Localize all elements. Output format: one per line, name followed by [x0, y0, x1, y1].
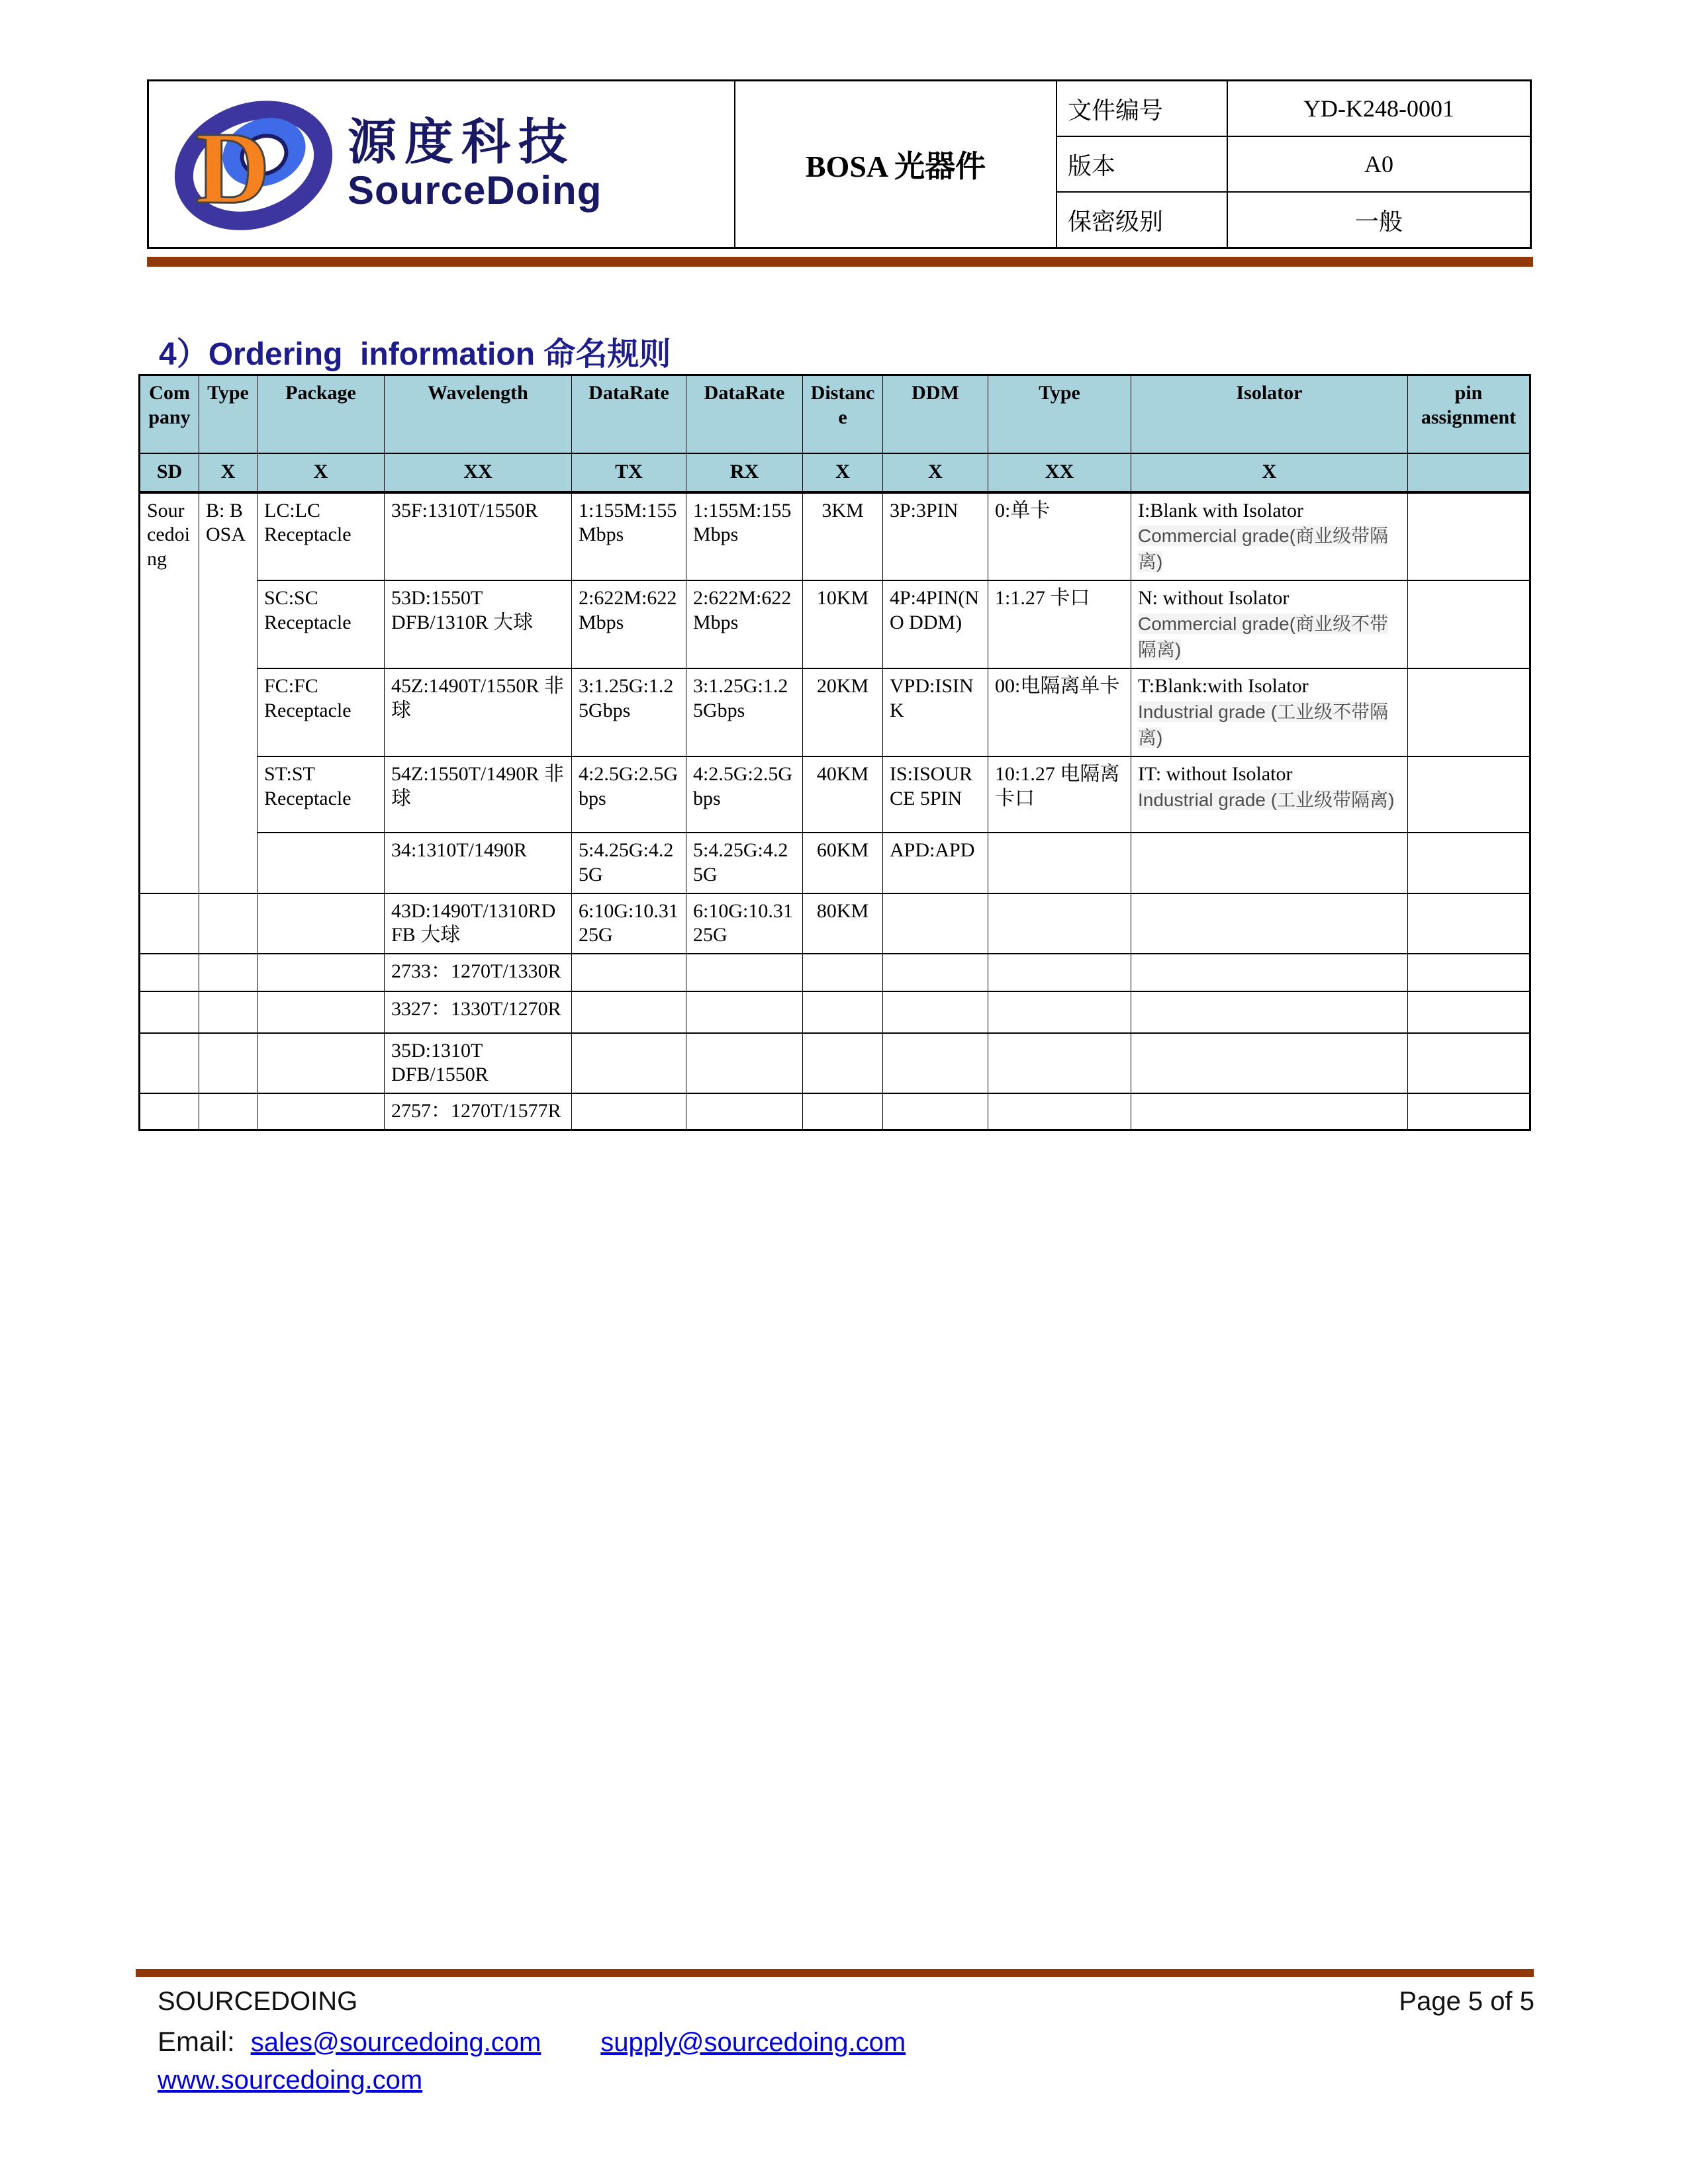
cell-datarate-rx: 3:1.25G:1.25Gbps	[686, 668, 803, 756]
cell-type-option: 0:单卡	[988, 492, 1131, 581]
cell-package: ST:ST Receptacle	[258, 756, 385, 833]
cell-pin-assignment	[1408, 1033, 1530, 1093]
supply-email-link[interactable]: supply@sourcedoing.com	[600, 2028, 906, 2057]
cell-ddm: APD:APD	[883, 833, 988, 893]
cell-isolator	[1131, 668, 1408, 756]
subheader-rx: RX	[686, 453, 803, 492]
cell-type-option: 10:1.27 电隔离卡口	[988, 756, 1131, 833]
document-title: BOSA 光器件	[805, 150, 986, 183]
ordering-information-table	[138, 374, 1531, 1131]
document-info-table	[1057, 81, 1530, 247]
subheader-x4: X	[883, 453, 988, 492]
subheader-sd: SD	[140, 453, 199, 492]
table-row	[140, 833, 1530, 893]
cell-isolator	[1131, 1093, 1408, 1130]
info-row-version	[1057, 137, 1530, 193]
cell-package	[258, 954, 385, 991]
cell-wavelength: 35F:1310T/1550R	[385, 492, 572, 581]
col-header-type: Type	[199, 375, 258, 453]
isolator-code: T:Blank:with Isolator	[1138, 675, 1309, 698]
table-subheader-row	[140, 453, 1530, 492]
isolator-grade-note: Industrial grade (工业级不带隔离)	[1138, 702, 1389, 749]
cell-company	[140, 893, 199, 954]
logo-text	[348, 114, 602, 212]
cell-isolator	[1131, 492, 1408, 581]
cell-datarate-rx: 4:2.5G:2.5Gbps	[686, 756, 803, 833]
cell-type-option	[988, 893, 1131, 954]
cell-wavelength: 35D:1310T DFB/1550R	[385, 1033, 572, 1093]
col-header-datarate-rx: DataRate	[686, 375, 803, 453]
cell-datarate-tx: 6:10G:10.3125G	[572, 893, 686, 954]
col-header-distance: Distance	[803, 375, 883, 453]
cell-datarate-rx	[686, 954, 803, 991]
subheader-x5: X	[1131, 453, 1408, 492]
cell-ddm	[883, 1033, 988, 1093]
cell-type	[199, 893, 258, 954]
subheader-x3: X	[803, 453, 883, 492]
cell-type-option	[988, 833, 1131, 893]
cell-distance	[803, 1033, 883, 1093]
isolator-code: N: without Isolator	[1138, 587, 1289, 610]
cell-wavelength: 34:1310T/1490R	[385, 833, 572, 893]
doc-number-value: YD-K248-0001	[1303, 95, 1454, 122]
cell-ddm: 3P:3PIN	[883, 492, 988, 581]
confidentiality-label: 保密级别	[1057, 193, 1228, 247]
version-value: A0	[1364, 151, 1393, 177]
cell-datarate-tx: 3:1.25G:1.25Gbps	[572, 668, 686, 756]
cell-type-option: 00:电隔离单卡	[988, 668, 1131, 756]
email-label: Email:	[158, 2026, 235, 2057]
cell-wavelength: 45Z:1490T/1550R 非球	[385, 668, 572, 756]
cell-ddm	[883, 893, 988, 954]
col-header-isolator: Isolator	[1131, 375, 1408, 453]
cell-datarate-rx: 2:622M:622Mbps	[686, 580, 803, 668]
cell-company	[140, 954, 199, 991]
table-header-row	[140, 375, 1530, 453]
cell-ddm: 4P:4PIN(NO DDM)	[883, 580, 988, 668]
cell-datarate-tx: 1:155M:155Mbps	[572, 492, 686, 581]
cell-type-option	[988, 954, 1131, 991]
col-header-type2: Type	[988, 375, 1131, 453]
cell-distance: 10KM	[803, 580, 883, 668]
section-title: 4）Ordering information 命名规则	[159, 337, 671, 372]
table-row	[140, 756, 1530, 833]
table-row	[140, 1033, 1530, 1093]
cell-distance: 40KM	[803, 756, 883, 833]
subheader-x2: X	[258, 453, 385, 492]
cell-type-option	[988, 1093, 1131, 1130]
table-row	[140, 991, 1530, 1033]
cell-datarate-tx: 5:4.25G:4.25G	[572, 833, 686, 893]
cell-datarate-rx: 5:4.25G:4.25G	[686, 833, 803, 893]
cell-package	[258, 833, 385, 893]
footer-divider-rule	[136, 1969, 1534, 1977]
isolator-grade-note: Commercial grade(商业级带隔离)	[1138, 525, 1389, 572]
cell-pin-assignment	[1408, 893, 1530, 954]
cell-isolator	[1131, 833, 1408, 893]
cell-wavelength: 54Z:1550T/1490R 非球	[385, 756, 572, 833]
table-row	[140, 492, 1530, 581]
isolator-grade-note: Commercial grade(商业级不带隔离)	[1138, 614, 1389, 660]
cell-distance: 60KM	[803, 833, 883, 893]
cell-distance: 3KM	[803, 492, 883, 581]
cell-datarate-rx	[686, 991, 803, 1033]
cell-package	[258, 893, 385, 954]
cell-pin-assignment	[1408, 991, 1530, 1033]
table-row	[140, 668, 1530, 756]
cell-datarate-tx: 4:2.5G:2.5Gbps	[572, 756, 686, 833]
cell-package	[258, 991, 385, 1033]
sourcedoing-logo-icon	[169, 91, 341, 237]
cell-isolator	[1131, 756, 1408, 833]
subheader-xx2: XX	[988, 453, 1131, 492]
cell-datarate-tx	[572, 991, 686, 1033]
document-header	[147, 79, 1532, 249]
cell-type-option	[988, 1033, 1131, 1093]
subheader-tx: TX	[572, 453, 686, 492]
logo-cell	[149, 81, 734, 247]
cell-company	[140, 1033, 199, 1093]
cell-distance	[803, 1093, 883, 1130]
cell-type	[199, 991, 258, 1033]
page-number: Page 5 of 5	[1399, 1987, 1534, 2016]
cell-distance	[803, 991, 883, 1033]
table-row	[140, 954, 1530, 991]
cell-ddm: VPD:ISINK	[883, 668, 988, 756]
cell-ddm	[883, 1093, 988, 1130]
cell-distance: 80KM	[803, 893, 883, 954]
cell-package	[258, 1033, 385, 1093]
cell-isolator	[1131, 893, 1408, 954]
cell-type-option	[988, 991, 1131, 1033]
isolator-code: I:Blank with Isolator	[1138, 499, 1303, 522]
document-title-cell	[734, 81, 1057, 247]
cell-type	[199, 954, 258, 991]
table-row	[140, 580, 1530, 668]
cell-isolator	[1131, 580, 1408, 668]
brand-name-english: SourceDoing	[348, 168, 602, 212]
cell-wavelength: 2757：1270T/1577R	[385, 1093, 572, 1130]
cell-datarate-tx	[572, 954, 686, 991]
col-header-package: Package	[258, 375, 385, 453]
doc-number-label: 文件编号	[1057, 81, 1228, 136]
cell-package: SC:SC Receptacle	[258, 580, 385, 668]
cell-pin-assignment	[1408, 668, 1530, 756]
cell-datarate-tx	[572, 1093, 686, 1130]
table-row	[140, 893, 1530, 954]
isolator-grade-note: Industrial grade (工业级带隔离)	[1138, 790, 1395, 810]
cell-pin-assignment	[1408, 954, 1530, 991]
header-divider-rule	[147, 257, 1533, 267]
table-row	[140, 1093, 1530, 1130]
col-header-wavelength: Wavelength	[385, 375, 572, 453]
cell-wavelength: 43D:1490T/1310RDFB 大球	[385, 893, 572, 954]
page-footer	[158, 1987, 1534, 2095]
cell-wavelength: 2733：1270T/1330R	[385, 954, 572, 991]
cell-package	[258, 1093, 385, 1130]
cell-datarate-rx: 6:10G:10.3125G	[686, 893, 803, 954]
cell-ddm	[883, 991, 988, 1033]
cell-isolator	[1131, 954, 1408, 991]
cell-company	[140, 1093, 199, 1130]
cell-wavelength: 53D:1550T DFB/1310R 大球	[385, 580, 572, 668]
sales-email-link[interactable]: sales@sourcedoing.com	[250, 2028, 541, 2057]
cell-isolator	[1131, 1033, 1408, 1093]
col-header-datarate-tx: DataRate	[572, 375, 686, 453]
footer-company-name: SOURCEDOING	[158, 1987, 358, 2016]
cell-package: LC:LC Receptacle	[258, 492, 385, 581]
subheader-xx1: XX	[385, 453, 572, 492]
subheader-x1: X	[199, 453, 258, 492]
cell-pin-assignment	[1408, 492, 1530, 581]
cell-ddm: IS:ISOURCE 5PIN	[883, 756, 988, 833]
cell-company	[140, 991, 199, 1033]
cell-package: FC:FC Receptacle	[258, 668, 385, 756]
col-header-company: Company	[140, 375, 199, 453]
col-header-ddm: DDM	[883, 375, 988, 453]
cell-datarate-rx	[686, 1033, 803, 1093]
cell-wavelength: 3327：1330T/1270R	[385, 991, 572, 1033]
cell-isolator	[1131, 991, 1408, 1033]
cell-distance	[803, 954, 883, 991]
cell-type: B: BOSA	[199, 492, 258, 893]
confidentiality-value: 一般	[1354, 208, 1403, 235]
version-label: 版本	[1057, 137, 1228, 191]
cell-datarate-tx	[572, 1033, 686, 1093]
subheader-blank	[1408, 453, 1530, 492]
cell-type	[199, 1033, 258, 1093]
col-header-pin-assignment: pin assignment	[1408, 375, 1530, 453]
info-row-doc-number	[1057, 81, 1530, 137]
cell-pin-assignment	[1408, 1093, 1530, 1130]
cell-distance: 20KM	[803, 668, 883, 756]
cell-datarate-rx	[686, 1093, 803, 1130]
info-row-confidentiality	[1057, 193, 1530, 247]
cell-type-option: 1:1.27 卡口	[988, 580, 1131, 668]
cell-pin-assignment	[1408, 580, 1530, 668]
cell-type	[199, 1093, 258, 1130]
cell-company: Sourcedoing	[140, 492, 199, 893]
cell-datarate-tx: 2:622M:622Mbps	[572, 580, 686, 668]
brand-name-chinese: 源度科技	[348, 114, 575, 169]
logo-monogram: D	[195, 111, 270, 225]
cell-ddm	[883, 954, 988, 991]
cell-pin-assignment	[1408, 756, 1530, 833]
isolator-code: IT: without Isolator	[1138, 763, 1293, 786]
cell-pin-assignment	[1408, 833, 1530, 893]
cell-datarate-rx: 1:155M:155Mbps	[686, 492, 803, 581]
website-link[interactable]: www.sourcedoing.com	[158, 2066, 423, 2095]
